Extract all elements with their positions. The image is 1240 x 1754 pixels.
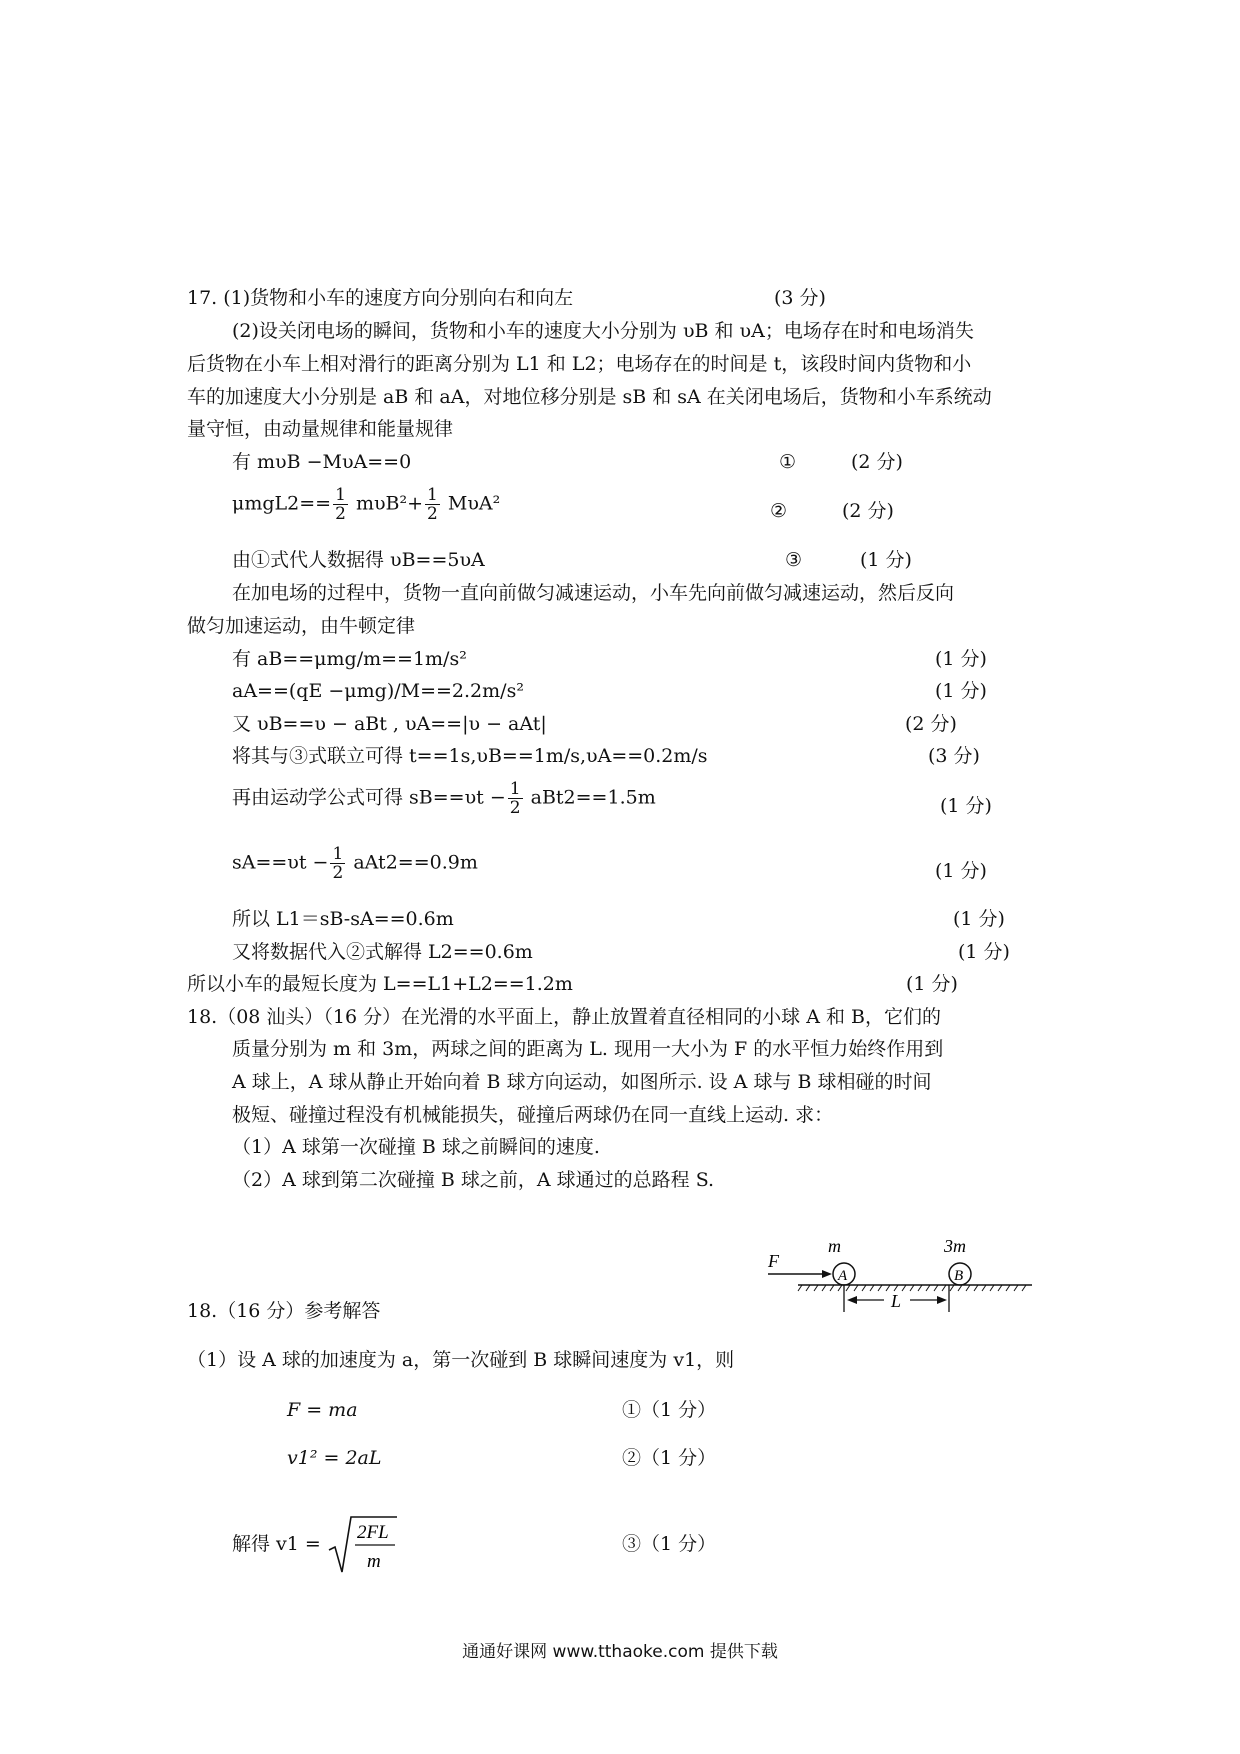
p17-eq-6: 又 υB==υ − aBt , υA==|υ − aAt| — [232, 713, 547, 735]
eq8-left: 再由运动学公式可得 sB==υt − — [232, 786, 506, 809]
p17-line-5: 量守恒，由动量规律和能量规律 — [187, 418, 454, 440]
ground-hatching — [798, 1285, 1026, 1291]
p17-eq-10: 所以 L1＝sB-sA==0.6m — [232, 908, 454, 930]
eq2-mid: mυB²+ — [355, 492, 424, 515]
p17-score-1: (3 分) — [774, 287, 826, 309]
p17-eq-3: 由①式代人数据得 υB==5υA — [232, 549, 485, 571]
p17-eq-11: 又将数据代入②式解得 L2==0.6m — [232, 941, 533, 963]
p17-eq-3-score: (1 分) — [860, 549, 912, 571]
page-footer: 通通好课网 www.tthaoke.com 提供下载 — [462, 1642, 778, 1662]
p17-eq-8-score: (1 分) — [940, 795, 992, 817]
p17-eq-1-number: ① — [779, 451, 797, 473]
sqrt-denominator: m — [366, 1551, 381, 1572]
p17-line-7: 做匀加速运动，由牛顿定律 — [187, 615, 416, 637]
p18-question-1: （1）A 球第一次碰撞 B 球之前瞬间的速度. — [232, 1136, 600, 1158]
fraction: $\frac{1}{2}$ — [509, 779, 521, 818]
p18-line-4: 极短、碰撞过程没有机械能损失，碰撞后两球仍在同一直线上运动. 求： — [232, 1104, 834, 1126]
p17-eq-1-score: (2 分) — [851, 451, 903, 473]
p17-line-4: 车的加速度大小分别是 aB 和 aA，对地位移分别是 sB 和 sA 在关闭电场后，货物和小车系统动 — [187, 386, 992, 408]
p17-eq-9-score: (1 分) — [935, 860, 987, 882]
p18-answer-eq-1: F = ma — [287, 1399, 358, 1421]
p18-answer-eq-3-score: ③（1 分） — [622, 1533, 717, 1555]
p17-eq-2-score: (2 分) — [842, 500, 894, 522]
p18-answer-eq-3 — [232, 1514, 399, 1576]
collision-diagram — [760, 1238, 1040, 1318]
p17-eq-9 — [232, 845, 478, 882]
p17-eq-5: aA==(qE −μmg)/M==2.2m/s² — [232, 680, 524, 702]
p17-eq-1: 有 mυB −MυA==0 — [232, 451, 412, 473]
mass-b-label: 3m — [944, 1238, 966, 1256]
p17-eq-6-score: (2 分) — [905, 713, 957, 735]
p17-eq-8 — [232, 780, 656, 817]
fraction: $\frac{1}{2}$ — [335, 485, 346, 524]
ball-a-label: A — [838, 1268, 848, 1284]
square-root — [327, 1514, 399, 1576]
eq2-left: μmgL2== — [232, 492, 332, 515]
p18-answer-eq-1-score: ①（1 分） — [622, 1399, 717, 1421]
p17-line-6: 在加电场的过程中，货物一直向前做匀减速运动，小车先向前做匀减速运动，然后反向 — [232, 582, 955, 604]
p17-eq-10-score: (1 分) — [953, 908, 1005, 930]
p17-line-2: (2)设关闭电场的瞬间，货物和小车的速度大小分别为 υB 和 υA；电场存在时和电场消失 — [232, 320, 974, 342]
mass-a-label: m — [828, 1238, 841, 1256]
p18-question-2: （2）A 球到第二次碰撞 B 球之前，A 球通过的总路程 S. — [232, 1169, 715, 1191]
p18-answer-eq-2-score: ②（1 分） — [622, 1447, 717, 1469]
distance-label: L — [891, 1291, 902, 1311]
p17-eq-2-number: ② — [770, 500, 788, 522]
p17-eq-12-score: (1 分) — [906, 973, 958, 995]
p17-eq-4-score: (1 分) — [935, 648, 987, 670]
p17-eq-2 — [232, 486, 500, 523]
p17-eq-7-score: (3 分) — [928, 745, 980, 767]
eq8-right: aBt2==1.5m — [530, 786, 656, 809]
fraction: $\frac{1}{2}$ — [332, 844, 344, 883]
eq3-left: 解得 v1 = — [232, 1533, 321, 1555]
force-label: F — [768, 1251, 779, 1271]
p17-line-1: 17. (1)货物和小车的速度方向分别向右和向左 — [187, 287, 574, 309]
p18-answer-eq-2: v1² = 2aL — [287, 1447, 382, 1469]
fraction: $\frac{1}{2}$ — [427, 485, 438, 524]
p18-line-1: 18.（08 汕头）（16 分）在光滑的水平面上，静止放置着直径相同的小球 A 和 B，它们的 — [187, 1006, 941, 1028]
sqrt-numerator: 2FL — [356, 1522, 389, 1543]
p18-answer-title: 18.（16 分）参考解答 — [187, 1300, 381, 1322]
eq9-right: aAt2==0.9m — [353, 851, 478, 874]
eq2-right: MυA² — [447, 492, 501, 515]
p17-eq-7: 将其与③式联立可得 t==1s,υB==1m/s,υA==0.2m/s — [232, 745, 708, 767]
eq9-left: sA==υt − — [232, 851, 329, 874]
p17-eq-4: 有 aB==μmg/m==1m/s² — [232, 648, 467, 670]
p17-eq-12: 所以小车的最短长度为 L==L1+L2==1.2m — [187, 973, 573, 995]
p17-eq-3-number: ③ — [785, 549, 803, 571]
p18-line-2: 质量分别为 m 和 3m，两球之间的距离为 L. 现用一大小为 F 的水平恒力始终作用到 — [232, 1038, 944, 1060]
p18-answer-line-1: （1）设 A 球的加速度为 a，第一次碰到 B 球瞬间速度为 v1，则 — [187, 1349, 735, 1371]
p17-line-3: 后货物在小车上相对滑行的距离分别为 L1 和 L2；电场存在的时间是 t，该段时间内货物和小 — [187, 353, 972, 375]
p17-eq-11-score: (1 分) — [958, 941, 1010, 963]
p18-line-3: A 球上，A 球从静止开始向着 B 球方向运动，如图所示. 设 A 球与 B 球相碰的时间 — [232, 1071, 932, 1093]
ball-b-label: B — [954, 1268, 964, 1284]
p17-eq-5-score: (1 分) — [935, 680, 987, 702]
